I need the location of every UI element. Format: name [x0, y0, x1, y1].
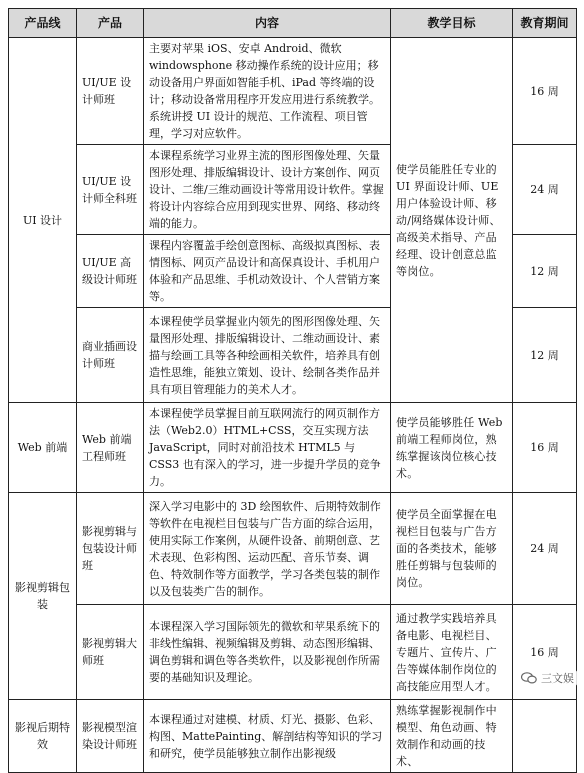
duration-cell: 16 周 — [513, 38, 577, 145]
goal-cell: 通过教学实践培养具备电影、电视栏目、专题片、宣传片、广告等媒体制作岗位的高技能应用型人才。 — [391, 605, 513, 700]
table-row — [9, 403, 577, 493]
duration-cell: 16 周 — [513, 403, 577, 493]
content-cell: 深入学习电影中的 3D 绘图软件、后期特效制作等软件在电视栏目包装与广告方面的综合运用，使用实际工作案例，从硬件设备、前期创意、艺术表现、色彩构图、运动匹配、音乐节奏、调色、特效制作等方面教学，学习各类包装的制作以及包装类广告的制作。 — [144, 493, 391, 605]
header-teaching-goal: 教学目标 — [391, 9, 513, 38]
duration-cell: 24 周 — [513, 145, 577, 235]
watermark — [517, 669, 578, 687]
duration-cell — [513, 700, 577, 773]
product-cell: UI/UE 设计师班 — [77, 38, 144, 145]
table-row — [9, 38, 577, 145]
wechat-icon — [521, 672, 537, 684]
product-cell: UI/UE 高级设计师班 — [77, 235, 144, 308]
header-product-line: 产品线 — [9, 9, 77, 38]
goal-cell: 使学员能胜任专业的 UI 界面设计师、UE 用户体验设计师、移动/网络媒体设计师、高级美术指导、产品经理、设计创意总监等岗位。 — [391, 38, 513, 403]
duration-cell: 16 周 — [513, 605, 577, 700]
product-cell: Web 前端工程师班 — [77, 403, 144, 493]
table-header-row — [9, 9, 577, 38]
product-line-cell: 影视后期特效 — [9, 700, 77, 773]
duration-cell: 12 周 — [513, 308, 577, 403]
table-row — [9, 700, 577, 773]
table-row — [9, 493, 577, 605]
header-duration: 教育期间 — [513, 9, 577, 38]
watermark-text: 三文娱 — [541, 672, 574, 685]
product-cell: 影视剪辑与包装设计师班 — [77, 493, 144, 605]
content-cell: 本课程系统学习业界主流的图形图像处理、矢量图形处理、排版编辑设计、设计方案创作、网页设计、二维/三维动画设计等常用设计软件。掌握将设计内容综合应用到现实世界、网络、移动终端的能力。 — [144, 145, 391, 235]
content-cell: 本课程通过对建模、材质、灯光、摄影、色彩、构图、MattePainting、解剖结构等知识的学习和研究，使学员能够独立制作出影视级 — [144, 700, 391, 773]
content-cell: 课程内容覆盖手绘创意图标、高级拟真图标、表情图标、网页产品设计和高保真设计、手机用户体验和产品思维、手机动效设计、个人营销方案等。 — [144, 235, 391, 308]
product-cell: 商业插画设计师班 — [77, 308, 144, 403]
content-cell: 本课程深入学习国际领先的微软和苹果系统下的非线性编辑、视频编辑及剪辑、动态图形编辑、调色剪辑和调色等各类软件，以及影视创作所需要的基础知识及理论。 — [144, 605, 391, 700]
product-line-cell: Web 前端 — [9, 403, 77, 493]
goal-cell: 使学员全面掌握在电视栏目包装与广告方面的各类技术，能够胜任剪辑与包装师的岗位。 — [391, 493, 513, 605]
content-cell: 本课程使学员掌握业内领先的图形图像处理、矢量图形处理、排版编辑设计、二维动画设计、素描与绘画工具等各种绘画相关软件，培养具有创造性思维，能独立策划、设计、绘制各类作品并具有项目管理能力的美术人才。 — [144, 308, 391, 403]
duration-cell: 12 周 — [513, 235, 577, 308]
table-row — [9, 605, 577, 700]
content-cell: 本课程使学员掌握目前互联网流行的网页制作方法（Web2.0）HTML+CSS，交互实现方法 JavaScript，同时对前沿技术 HTML5 与 CSS3 也有深入的学习，进一步提升学员的竞争力。 — [144, 403, 391, 493]
product-cell: UI/UE 设计师全科班 — [77, 145, 144, 235]
header-product: 产品 — [77, 9, 144, 38]
goal-cell: 使学员能够胜任 Web 前端工程师岗位，熟练掌握该岗位核心技术。 — [391, 403, 513, 493]
goal-cell: 熟练掌握影视制作中模型、角色动画、特效制作和动画的技术、 — [391, 700, 513, 773]
product-line-cell: 影视剪辑包装 — [9, 493, 77, 700]
header-content: 内容 — [144, 9, 391, 38]
course-table — [8, 8, 577, 773]
content-cell: 主要对苹果 iOS、安卓 Android、微软 windowsphone 移动操作系统的设计应用；移动设备用户界面如智能手机、iPad 等终端的设计；移动设备常用程序开发应用进行系统教学。系统讲授 UI 设计的规范、工作流程、项目管理，学习对应软件。 — [144, 38, 391, 145]
duration-cell: 24 周 — [513, 493, 577, 605]
product-cell: 影视剪辑大师班 — [77, 605, 144, 700]
product-line-cell: UI 设计 — [9, 38, 77, 403]
product-cell: 影视模型渲染设计师班 — [77, 700, 144, 773]
